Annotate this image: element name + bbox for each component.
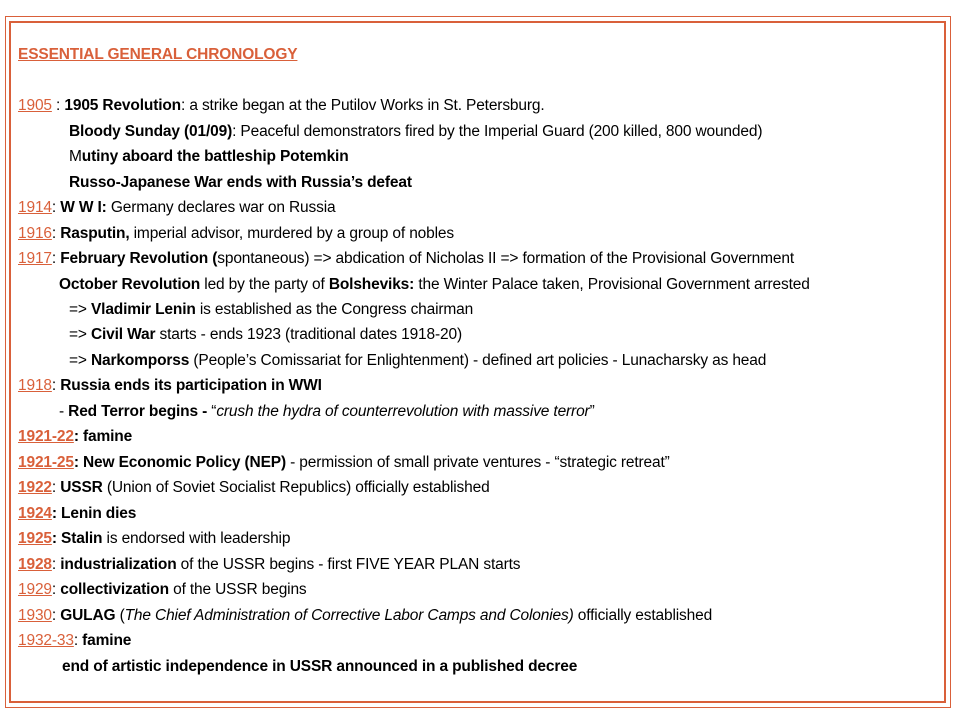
entry-1918-red-terror: - Red Terror begins - “crush the hydra of counterrevolution with massive terror” [59,403,595,420]
entry-1928: 1928: industrialization of the USSR begins - first FIVE YEAR PLAN starts [18,556,521,573]
entry-1917-lenin: => Vladimir Lenin is established as the Congress chairman [69,301,474,318]
entry-1905-potemkin: Mutiny aboard the battleship Potemkin [69,148,349,165]
year-label: 1921-25 [18,454,74,471]
entry-1925: 1925: Stalin is endorsed with leadership [18,530,291,547]
entry-1917-civil-war: => Civil War starts - ends 1923 (traditional dates 1918-20) [69,326,462,343]
year-label: 1905 [18,97,52,114]
entry-1916: 1916: Rasputin, imperial advisor, murdered by a group of nobles [18,225,454,242]
year-label: 1928 [18,556,52,573]
year-label: 1930 [18,607,52,624]
entry-1930: 1930: GULAG (The Chief Administration of Corrective Labor Camps and Colonies) officially established [18,607,713,624]
entry-1917-narkomporss: => Narkomporss (People’s Comissariat for Enlightenment) - defined art policies - Lunacharsky as head [69,352,767,369]
entry-1914: 1914: W W I: Germany declares war on Russia [18,199,336,216]
entry-1929: 1929: collectivization of the USSR begins [18,581,307,598]
entry-1905-bloody-sunday: Bloody Sunday (01/09): Peaceful demonstrators fired by the Imperial Guard (200 killed, 800 wounded) [69,123,763,140]
entry-1905-russo-japanese: Russo-Japanese War ends with Russia’s defeat [69,174,412,191]
year-label: 1932-33 [18,632,74,649]
entry-1917: 1917: February Revolution (spontaneous) => abdication of Nicholas II => formation of the Provisional Government [18,250,795,267]
year-label: 1924 [18,505,52,522]
year-label: 1914 [18,199,52,216]
entry-1922: 1922: USSR (Union of Soviet Socialist Republics) officially established [18,479,490,496]
entry-1924: 1924: Lenin dies [18,505,137,522]
entry-1932-33-decree: end of artistic independence in USSR announced in a published decree [62,658,578,675]
year-label: 1917 [18,250,52,267]
year-label: 1916 [18,225,52,242]
year-label: 1918 [18,377,52,394]
year-label: 1922 [18,479,52,496]
entry-1921-22: 1921-22: famine [18,428,133,445]
entry-1917-october: October Revolution led by the party of Bolsheviks: the Winter Palace taken, Provisional Government arrested [59,276,810,293]
entry-1932-33: 1932-33: famine [18,632,132,649]
year-label: 1929 [18,581,52,598]
year-label: 1925 [18,530,52,547]
page-heading: ESSENTIAL GENERAL CHRONOLOGY [18,46,298,63]
entry-1921-25: 1921-25: New Economic Policy (NEP) - permission of small private ventures - “strategic retreat” [18,454,670,471]
entry-1905: 1905 : 1905 Revolution: a strike began at the Putilov Works in St. Petersburg. [18,97,545,114]
year-label: 1921-22 [18,428,74,445]
entry-1918: 1918: Russia ends its participation in WWI [18,377,322,394]
